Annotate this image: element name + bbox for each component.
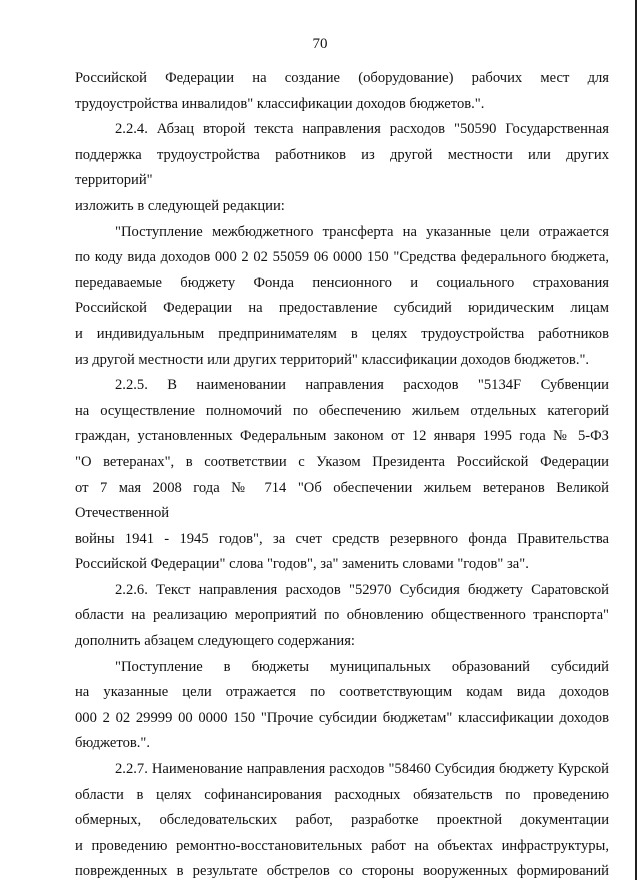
text-line: 2.2.4. Абзац второй текста направления расходов "50590 Государственная [115, 121, 609, 138]
text-line: трудоустройства инвалидов" классификации доходов бюджетов.". [75, 95, 485, 112]
document-body [75, 66, 609, 885]
text-line: дополнить абзацем следующего содержания: [75, 633, 355, 650]
text-line: "Поступление в бюджеты муниципальных образований субсидий [115, 658, 609, 675]
text-line: от 7 мая 2008 года № 714 "Об обеспечении жильем ветеранов Великой Отечественной [75, 479, 609, 522]
page-number: 70 [312, 36, 328, 52]
text-line: 000 2 02 29999 00 0000 150 "Прочие субсидии бюджетам" классификации доходов [75, 709, 609, 726]
text-line: 2.2.7. Наименование направления расходов "58460 Субсидия бюджету Курской [115, 761, 609, 778]
text-line: изложить в следующей редакции: [75, 197, 285, 214]
page-edge-line [635, 0, 637, 880]
text-line: по коду вида доходов 000 2 02 55059 06 0000 150 "Средства федерального бюджета, [75, 249, 609, 266]
text-line: граждан, установленных Федеральным законом от 12 января 1995 года № 5-ФЗ [75, 428, 609, 445]
text-line: бюджетов.". [75, 735, 151, 752]
text-line: на указанные цели отражается по соответствующим кодам вида доходов [75, 684, 609, 701]
text-line: Российской Федерации на предоставление субсидий юридическим лицам [75, 300, 609, 317]
text-line: "О ветеранах", в соответствии с Указом Президента Российской Федерации [75, 453, 609, 470]
text-line: Российской Федерации" слова "годов", за" заменить словами "годов" за". [75, 556, 529, 573]
text-line: 2.2.6. Текст направления расходов "52970 Субсидия бюджету Саратовской [115, 581, 609, 598]
text-line: и индивидуальным предпринимателям в целях трудоустройства работников [75, 325, 609, 342]
text-line: войны 1941 - 1945 годов", за счет средств резервного фонда Правительства [75, 530, 609, 547]
text-line: из другой местности или других территорий" классификации доходов бюджетов.". [75, 351, 590, 368]
text-line: поддержка трудоустройства работников из другой местности или других территорий" [75, 146, 609, 189]
text-line: области на реализацию мероприятий по обновлению общественного транспорта" [75, 607, 609, 624]
text-line: и проведению ремонтно-восстановительных работ на объектах инфраструктуры, [75, 837, 609, 854]
text-line: передаваемые бюджету Фонда пенсионного и социального страхования [75, 274, 609, 291]
text-line: на осуществление полномочий по обеспечению жильем отдельных категорий [75, 402, 609, 419]
text-line: области в целях софинансирования расходных обязательств по проведению [75, 786, 609, 803]
text-line: "Поступление межбюджетного трансферта на указанные цели отражается [115, 223, 609, 240]
text-line: Российской Федерации на создание (оборудование) рабочих мест для [75, 70, 609, 86]
text-line: 2.2.5. В наименовании направления расходов "5134F Субвенции [115, 377, 609, 394]
text-line: обмерных, обследовательских работ, разработке проектной документации [75, 812, 609, 829]
text-line: поврежденных в результате обстрелов со стороны вооруженных формирований [75, 863, 609, 880]
